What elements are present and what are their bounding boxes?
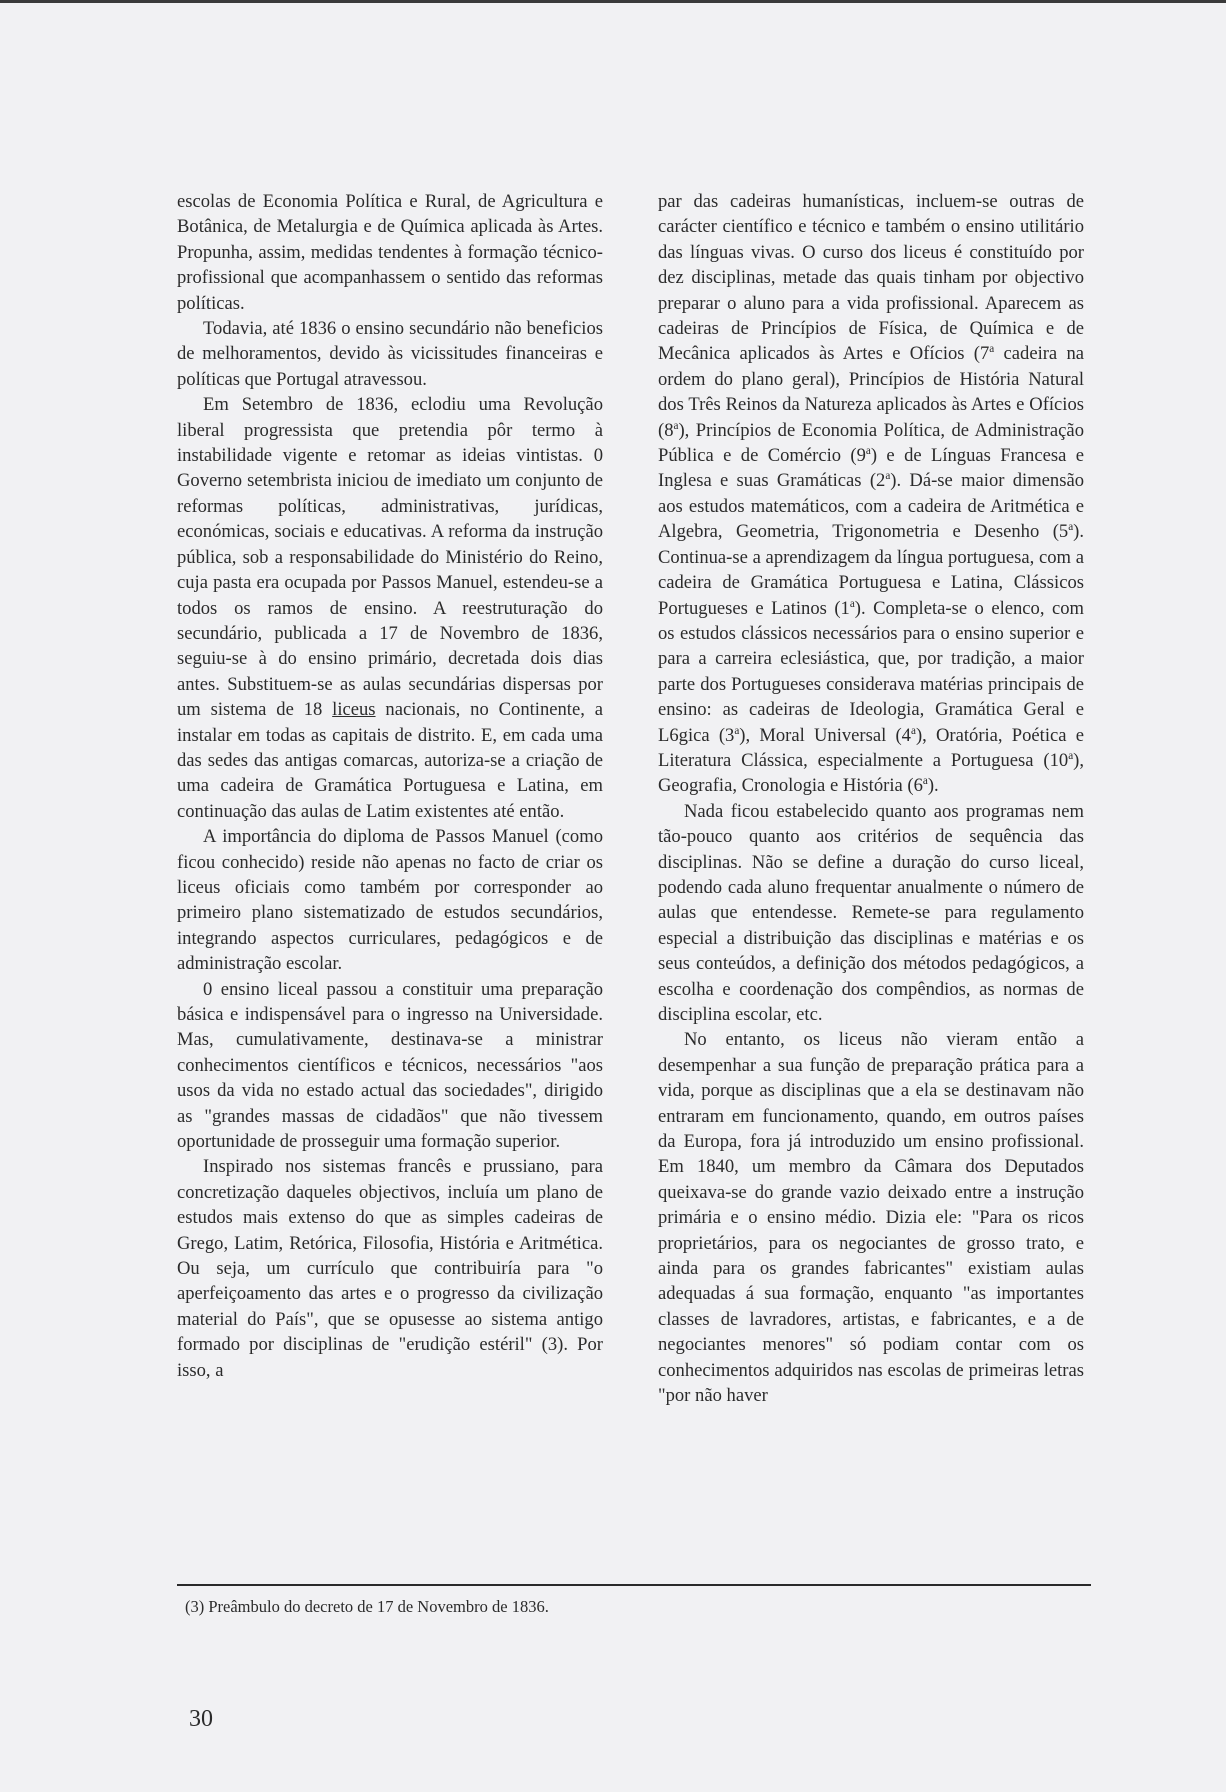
- paragraph: Nada ficou estabelecido quanto aos programas nem tão-pouco quanto aos critérios de sequência das disciplinas. Não se define a duração do curso liceal, podendo cada aluno frequentar anualmente o número de aulas que entendesse. Remete-se para regulamento especial a distribuição das disciplinas e matérias e os seus conteúdos, a definição dos métodos pedagógicos, a escolha e coordenação dos compêndios, as normas de disciplina escolar, etc.: [658, 800, 1084, 1025]
- paragraph-text: ). Completa-se o elenco, com os estudos clássicos necessários para o ensino superior e para a carreira eclesiástica, que, por tradição, a maior parte dos Portugueses considerava matérias principais de ensino: as cadeiras de Ideologia, Gramática Geral e L6gica (3: [658, 597, 1084, 746]
- paragraph: 0 ensino liceal passou a constituir uma preparação básica e indispensável para o ingresso na Universidade. Mas, cumulativamente, destinava-se a ministrar conhecimentos científicos e técnicos, necessários "aos usos da vida no estado actual das sociedades", dirigido as "grandes massas de cidadãos" que não tivessem oportunidade de prosseguir uma formação superior.: [177, 978, 603, 1153]
- footnote-divider: [177, 1584, 1091, 1586]
- paragraph: [177, 392, 603, 824]
- ordinal-mark: a: [989, 343, 995, 356]
- paragraph: A importância do diploma de Passos Manuel (como ficou conhecido) reside não apenas no facto de criar os liceus oficiais como também por corresponder ao primeiro plano sistematizado de estudos secundários, integrando aspectos curriculares, pedagógicos e de administração escolar.: [177, 826, 603, 975]
- paragraph-text: cadeira na ordem do plano geral), Princípios de História Natural dos Três Reinos da Natureza aplicados às Artes e Ofícios (8: [658, 343, 1084, 441]
- ordinal-mark: a: [1068, 521, 1074, 534]
- ordinal-mark: a: [1068, 749, 1074, 762]
- underlined-word: liceus: [332, 699, 376, 721]
- paragraph-text: nacionais, no Continente, a instalar em todas as capitais de distrito. E, em cada uma das sedes das antigas comarcas, autoriza-se a criação de uma cadeira de Gramática Portuguesa e Latina, em continuação das aulas de Latim existentes até então.: [177, 699, 603, 822]
- paragraph-text: ), Geografia, Cronologia e História (6: [658, 749, 1084, 797]
- ordinal-mark: a: [673, 419, 679, 432]
- ordinal-mark: a: [865, 444, 871, 457]
- ordinal-mark: a: [849, 597, 855, 610]
- paragraph: Inspirado nos sistemas francês e prussiano, para concretização daqueles objectivos, incluía um plano de estudos mais extenso do que as simples cadeiras de Grego, Latim, Retórica, Filosofia, História e Aritmética. Ou seja, um currículo que contribuiría para "o aperfeiçoamento das artes e o progresso da civilização material do País", que se opusesse ao sistema antigo formado por disciplinas de "erudição estéril" (3). Por isso, a: [177, 1156, 603, 1381]
- ordinal-mark: a: [885, 470, 891, 483]
- ordinal-mark: a: [922, 775, 928, 788]
- ordinal-mark: a: [910, 724, 916, 737]
- paragraph-text: Em Setembro de 1836, eclodiu uma Revolução liberal progressista que pretendia pôr termo à instabilidade vigente e retomar as ideias vintistas. 0 Governo setembrista iniciou de imediato um conjunto de reformas políticas, administrativas, jurídicas, económicas, sociais e educativas. A reforma da instrução pública, sob a responsabilidade do Ministério do Reino, cuja pasta era ocupada por Passos Manuel, estendeu-se a todos os ramos de ensino. A reestruturação do secundário, publicada a 17 de Novembro de 1836, seguiu-se à do ensino primário, decretada dois dias antes. Substituem-se as aulas secundárias dispersas por um sistema de 18: [177, 394, 603, 721]
- paragraph-text: ), Moral Universal (4: [739, 724, 911, 746]
- paragraph-text: par das cadeiras humanísticas, incluem-se outras de carácter científico e técnico e também o ensino utilitário das línguas vivas. O curso dos liceus é constituído por dez disciplinas, metade das quais tinham por objectivo preparar o aluno para a vida profissional. Aparecem as cadeiras de Princípios de Física, de Química e de Mecânica aplicados às Artes e Ofícios (7: [658, 191, 1084, 365]
- ordinal-mark: a: [734, 724, 740, 737]
- scan-top-edge: [0, 0, 1226, 3]
- right-column: [658, 189, 1084, 1409]
- paragraph-text: ) e de Línguas Francesa e Inglesa e suas Gramáticas (2: [658, 445, 1084, 492]
- paragraph-text: ).: [927, 775, 939, 797]
- paragraph-text: ), Princípios de Economia Política, de Administração Pública e de Comércio (9: [658, 419, 1084, 467]
- footnote: (3) Preâmbulo do decreto de 17 de Novembro de 1836.: [185, 1597, 549, 1616]
- left-column: [177, 189, 603, 1383]
- paragraph: Todavia, até 1836 o ensino secundário não beneficios de melhoramentos, devido às vicissitudes financeiras e políticas que Portugal atravessou.: [177, 318, 603, 390]
- paragraph-text: ), Oratória, Poética e Literatura Clássica, especialmente a Portuguesa (10: [658, 724, 1084, 771]
- paragraph: [658, 189, 1084, 799]
- paragraph-text: ). Continua-se a aprendizagem da língua portuguesa, com a cadeira de Gramática Portuguesa e Latina, Clássicos Portugueses e Latinos (1: [658, 521, 1084, 619]
- paragraph: escolas de Economia Política e Rural, de Agricultura e Botânica, de Metalurgia e de Química aplicada às Artes. Propunha, assim, medidas tendentes à formação técnico-profissional que acompanhassem o sentido das reformas políticas.: [177, 191, 603, 314]
- paragraph: No entanto, os liceus não vieram então a desempenhar a sua função de preparação prática para a vida, porque as disciplinas que a ela se destinavam não entraram em funcionamento, quando, em outros países da Europa, fora já introduzido um ensino profissional. Em 1840, um membro da Câmara dos Deputados queixava-se do grande vazio deixado entre a instrução primária e o ensino médio. Dizia ele: "Para os ricos proprietários, para os negociantes de grosso trato, e ainda para os grandes fabricantes" existiam aulas adequadas á sua formação, enquanto "as importantes classes de lavradores, artistas, e fabricantes, e a de negociantes menores" só podiam contar com os conhecimentos adquiridos nas escolas de primeiras letras "por não haver: [658, 1029, 1084, 1407]
- page-number: 30: [189, 1706, 213, 1732]
- paragraph-text: ). Dá-se maior dimensão aos estudos matemáticos, com a cadeira de Aritmética e Algebra, Geometria, Trigonometria e Desenho (5: [658, 470, 1084, 543]
